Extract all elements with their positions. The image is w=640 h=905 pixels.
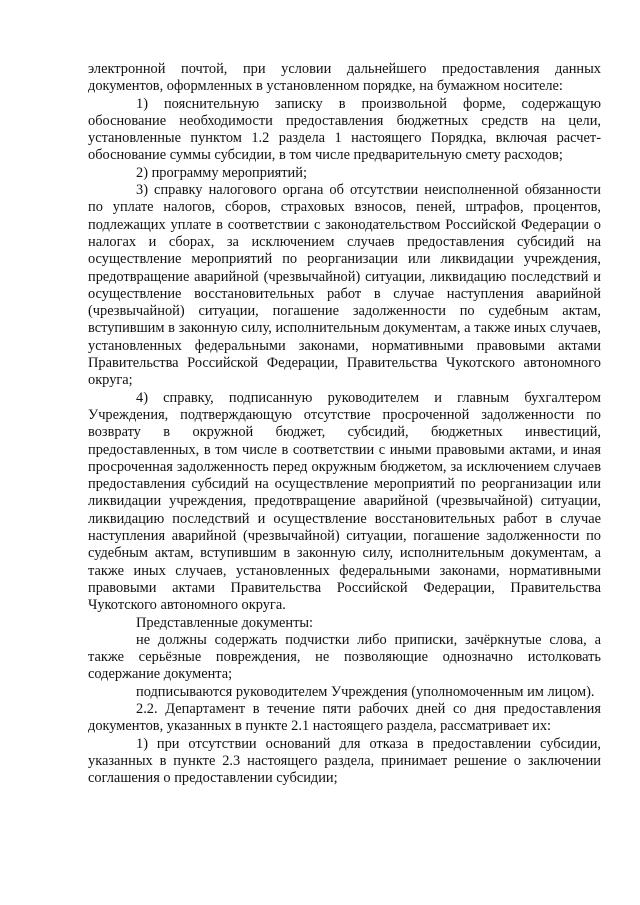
paragraph-documents-heading: Представленные документы: bbox=[136, 614, 314, 631]
paragraph-item-4: 4) справку, подписанную руководителем и главным бухгалтером Учреждения, подтверждающую отсутствие просроченной задолженности по возврату в окружной бюджет, субсидий, бюджетных инвестиций, предоставленных, в том числе в соответствии с иными правовыми актами, и иная просроченная задолженность перед окружным бюджетом, за исключением случаев предоставления субсидий на осуществление мероприятий по реорганизации или ликвидации учреждения, предотвращение аварийной (чрезвычайной) ситуации, ликвидацию последствий и осуществление восстановительных работ в случае наступления аварийной (чрезвычайной) ситуации, погашение задолженности по судебным актам, вступившим в законную силу, исполнительным документам, а также иных случаев, установленных федеральными законами, нормативными правовыми актами Правительства Российской Федерации, Правительства Чукотского автономного округа. bbox=[88, 389, 601, 614]
paragraph-continuation: электронной почтой, при условии дальнейшего предоставления данных документов, оформленных в установленном порядке, на бумажном носителе: bbox=[88, 61, 601, 95]
paragraph-item-3: 3) справку налогового органа об отсутствии неисполненной обязанности по уплате налогов, сборов, страховых взносов, пеней, штрафов, процентов, подлежащих уплате в соответствии с законодательством Российской Федерации о налогах и сборах, за исключением случаев предоставления субсидий на осуществление мероприятий по реорганизации или ликвидации учреждения, предотвращение аварийной (чрезвычайной) ситуации, ликвидацию последствий и осуществление восстановительных работ в случае наступления аварийной (чрезвычайной) ситуации, погашение задолженности по судебным актам, вступившим в законную силу, исполнительным документам, а также иных случаев, установленных федеральными законами, нормативными правовыми актами Правительства Российской Федерации, Правительства Чукотского автономного округа; bbox=[88, 182, 601, 389]
paragraph-item-2: 2) программу мероприятий; bbox=[136, 164, 307, 181]
paragraph-section-2-2-item-1: 1) при отсутствии оснований для отказа в предоставлении субсидии, указанных в пункте 2.3 настоящего раздела, принимает решение о заключении соглашения о предоставлении субсидии; bbox=[88, 735, 601, 787]
paragraph-requirement-2: подписываются руководителем Учреждения (уполномоченным им лицом). bbox=[136, 683, 595, 700]
paragraph-requirement-1: не должны содержать подчистки либо приписки, зачёркнутые слова, а также серьёзные повреждения, не позволяющие однозначно истолковать содержание документа; bbox=[88, 631, 601, 683]
paragraph-item-1: 1) пояснительную записку в произвольной форме, содержащую обоснование необходимости предоставления бюджетных средств на цели, установленные пунктом 1.2 раздела 1 настоящего Порядка, включая расчет-обоснование суммы субсидии, в том числе предварительную смету расходов; bbox=[88, 95, 601, 164]
paragraph-section-2-2: 2.2. Департамент в течение пяти рабочих дней со дня предоставления документов, указанных в пункте 2.1 настоящего раздела, рассматривает их: bbox=[88, 700, 601, 735]
